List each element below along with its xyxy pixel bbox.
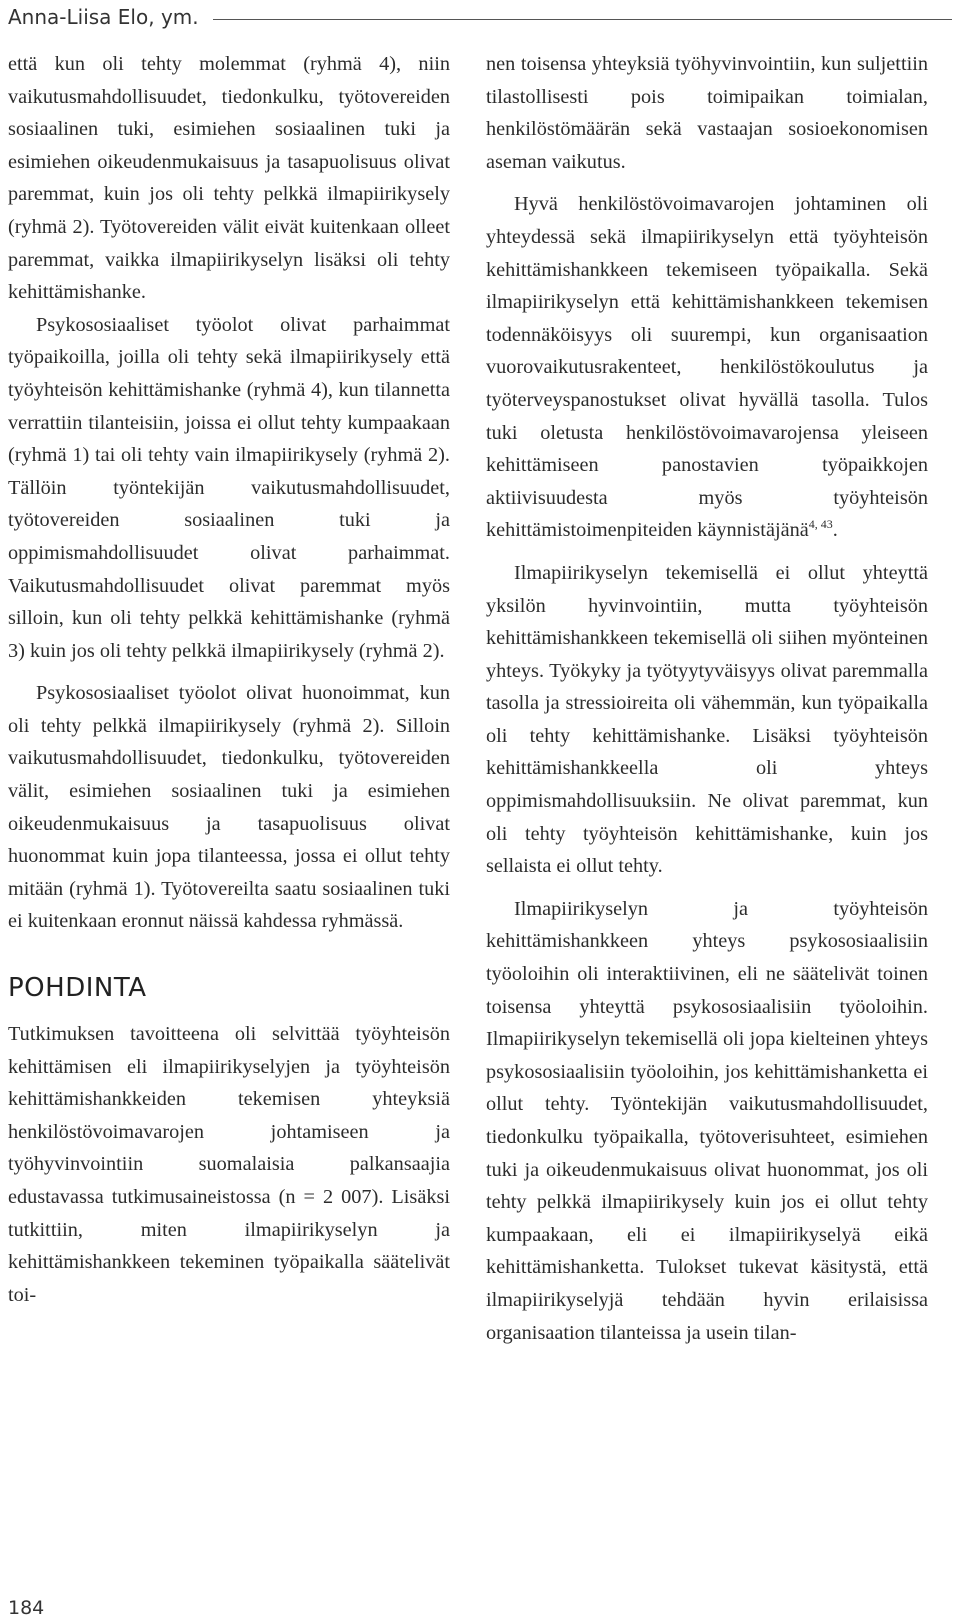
right-paragraph-2 [486, 188, 928, 547]
right-column [486, 48, 928, 1349]
left-paragraph-3: Psykososiaaliset työolot olivat huonoimmat, kun oli tehty pelkkä ilmapiirikysely (ryhmä 2). Silloin vaikutusmahdollisuudet, tiedonkulku, työtovereiden välit, esimiehen sosiaalinen tuki ja esimiehen oikeudenmukaisuus ja tasapuolisuus olivat huonommat kuin jopa tilanteessa, jossa ei ollut tehty mitään (ryhmä 1). Työtovereilta saatu sosiaalinen tuki ei kuitenkaan eronnut näissä kahdessa ryhmässä. [8, 682, 450, 933]
right-paragraph-4: Ilmapiirikyselyn ja työyhteisön kehittämishankkeen yhteys psykososiaalisiin työoloihin oli interaktiivinen, eli ne säätelivät toinen toisensa yhteyttä psykososiaalisiin työoloihin. Ilmapiirikyselyn tekemisellä oli jopa kielteinen yhteys psykososiaalisiin työoloihin, jos kehittämishanketta ei ollut tehty. Työntekijän vaikutusmahdollisuudet, tiedonkulku työpaikalla, työtoverisuhteet, esimiehen tuki ja oikeudenmukaisuus olivat huonommat, jos oli tehty pelkkä ilmapiirikysely kuin jos ei ollut tehty kumpaakaan, eli ei ilmapiirikyselyä eikä kehittämishanketta. Tulokset tukevat käsitystä, että ilmapiirikyselyjä tehdään hyvin erilaisissa organisaation tilanteissa ja usein tilan- [486, 897, 928, 1344]
citation-ref: 4, 43 [808, 517, 833, 532]
left-column [8, 48, 450, 1311]
left-paragraph-1: että kun oli tehty molemmat (ryhmä 4), niin vaikutusmahdollisuudet, tiedonkulku, työtovereiden sosiaalinen tuki, esimiehen sosiaalinen tuki ja esimiehen oikeudenmukaisuus ja tasapuolisuus olivat paremmat, kuin jos oli tehty pelkkä ilmapiirikysely (ryhmä 2). Työtovereiden välit eivät kuitenkaan olleet paremmat, vaikka ilmapiirikyselyn lisäksi oli tehty kehittämishanke. [8, 53, 450, 304]
right-paragraph-2-end: . [832, 519, 838, 542]
left-paragraph-2: Psykososiaaliset työolot olivat parhaimmat työpaikoilla, joilla oli tehty sekä ilmapiirikysely että työyhteisön kehittämishanke (ryhmä 4), kun tilannetta verrattiin tilanteisiin, joissa ei ollut tehty kumpaakaan (ryhmä 1) tai oli tehty vain ilmapiirikysely (ryhmä 2). Tällöin työntekijän vaikutusmahdollisuudet, työtovereiden sosiaalinen tuki ja oppimismahdollisuudet olivat parhaimmat. Vaikutusmahdollisuudet olivat paremmat myös silloin, kun oli tehty pelkkä kehittämishanke (ryhmä 3) kuin jos oli tehty pelkkä ilmapiirikysely (ryhmä 2). [8, 313, 450, 662]
running-head [8, 4, 952, 30]
running-head-author: Anna-Liisa Elo, ym. [8, 5, 199, 29]
left-paragraph-4: Tutkimuksen tavoitteena oli selvittää työyhteisön kehittämisen eli ilmapiirikyselyjen ja työyhteisön kehittämishankkeiden tekemisen yhteyksiä henkilöstövoimavarojen johtamiseen ja työhyvinvointiin suomalaisia palkansaajia edustavassa tutkimusaineistossa (n = 2 007). Lisäksi tutkittiin, miten ilmapiirikyselyn ja kehittämishankkeen tekeminen työpaikalla säätelivät toi- [8, 1023, 450, 1306]
right-paragraph-2-text: Hyvä henkilöstövoimavarojen johtaminen oli yhteydessä sekä ilmapiirikyselyn että työyhteisön kehittämishankkeen tekemiseen työpaikalla. Sekä ilmapiirikyselyn että kehittämishankkeen tekemisen todennäköisyys oli suurempi, kun organisaation vuorovaikutusrakenteet, henkilöstökoulutus ja työterveyspanostukset olivat hyvällä tasolla. Tulos tuki oletusta henkilöstövoimavarojensa yleiseen kehittämiseen panostavien työpaikkojen aktiivisuudesta myös työyhteisön kehittämistoimenpiteiden käynnistäjänä [486, 193, 928, 542]
header-rule [213, 19, 952, 20]
right-paragraph-1: nen toisensa yhteyksiä työhyvinvointiin, kun suljettiin tilastollisesti pois toimipaikan toimialan, henkilöstömäärän sekä vastaajan sosioekonomisen aseman vaikutus. [486, 53, 928, 173]
section-heading: POHDINTA [8, 973, 147, 1004]
right-paragraph-3: Ilmapiirikyselyn tekemisellä ei ollut yhteyttä yksilön hyvinvointiin, mutta työyhteisön kehittämishankkeen tekemisellä oli siihen myönteinen yhteys. Työkyky ja työtyytyväisyys olivat paremmalla tasolla ja stressioireita oli vähemmän, kun työpaikalla oli tehty kehittämishanke. Lisäksi työyhteisön kehittämishankkeella oli yhteys oppimismahdollisuuksiin. Ne olivat paremmat, kun oli tehty työyhteisön kehittämishanke, kuin jos sellaista ei ollut tehty. [486, 561, 928, 878]
page-number: 184 [8, 1597, 45, 1619]
